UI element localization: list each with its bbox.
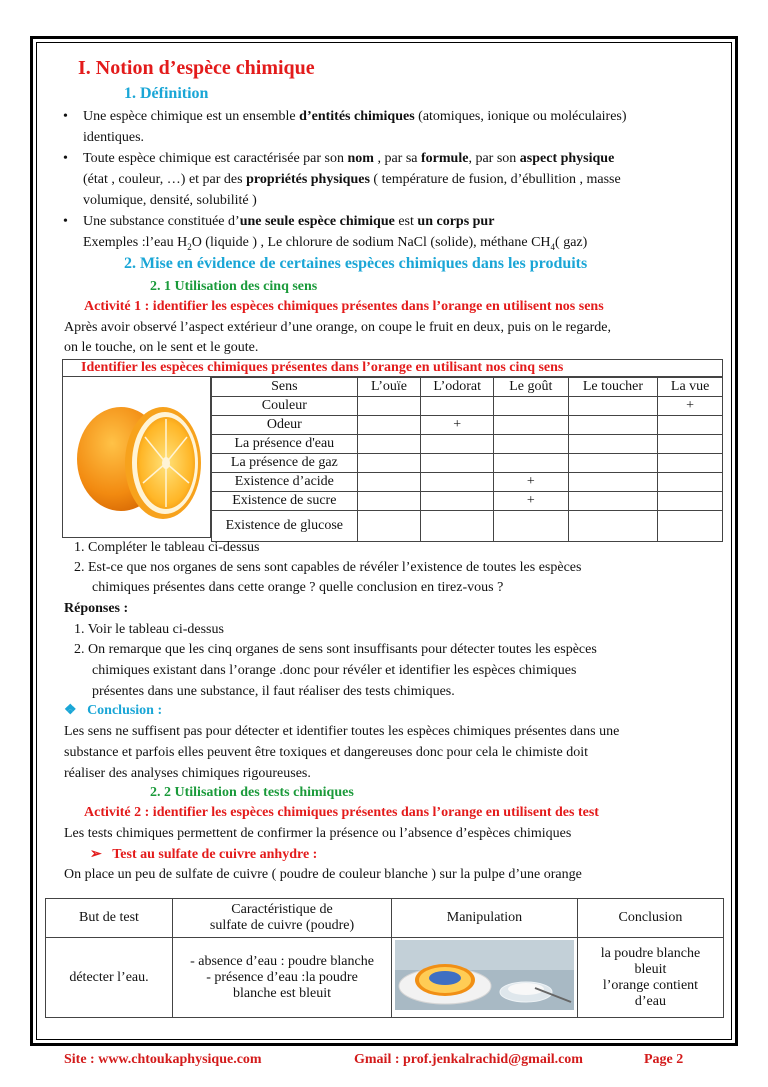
test-table-header	[46, 899, 724, 938]
table-row	[212, 454, 723, 473]
intro2: Les tests chimiques permettent de confirmer la présence ou l’absence d’espèces chimiques	[64, 826, 572, 841]
table-cell	[568, 511, 658, 542]
table-cell	[357, 492, 421, 511]
table-cell	[658, 416, 723, 435]
table-cell	[494, 435, 569, 454]
sens-table-title-box	[62, 359, 723, 377]
table-cell	[568, 473, 658, 492]
bullet-3: • Une substance constituée d’une seule espèce chimique est un corps pur	[83, 213, 494, 231]
carac-line3: blanche est bleuit	[233, 985, 331, 1001]
reponse-2-line3: présentes dans une substance, il faut réaliser des tests chimiques.	[92, 684, 455, 699]
table-cell	[568, 397, 658, 416]
reponses-label: Réponses :	[64, 601, 129, 616]
table-cell	[658, 473, 723, 492]
bullet-2: • Toute espèce chimique est caractérisée par son nom , par sa formule, par son aspect physique	[83, 150, 614, 168]
table-cell	[658, 435, 723, 454]
footer-gmail[interactable]: Gmail : prof.jenkalrachid@gmail.com	[354, 1052, 583, 1067]
subsection-2-2: 2. 2 Utilisation des tests chimiques	[150, 785, 354, 800]
table-cell	[494, 397, 569, 416]
header-manip: Manipulation	[392, 899, 578, 938]
conclusion-line2: substance et parfois elles peuvent être toxiques et dangereuses donc pour cela le chimiste doit	[64, 745, 589, 760]
table-cell	[494, 416, 569, 435]
col-vue: La vue	[658, 378, 723, 397]
header-concl: Conclusion	[577, 899, 723, 938]
concl-line4: d’eau	[634, 993, 666, 1009]
table-cell	[568, 435, 658, 454]
copper-sulfate-experiment-image	[395, 940, 574, 1010]
question-2-line1: 2. Est-ce que nos organes de sens sont capables de révéler l’existence de toutes les espèces	[74, 560, 582, 575]
question-1: 1. Compléter le tableau ci-dessus	[74, 540, 260, 555]
col-gout: Le goût	[494, 378, 569, 397]
col-ouie: L’ouïe	[357, 378, 421, 397]
table-row	[212, 397, 723, 416]
concl-line3: l’orange contient	[602, 977, 699, 993]
table-cell	[357, 397, 421, 416]
table-row	[212, 435, 723, 454]
cell-concl	[577, 938, 723, 1018]
conclusion-heading: ❖ Conclusion :	[64, 703, 163, 718]
table-cell	[568, 492, 658, 511]
concl-line2: bleuit	[634, 961, 667, 977]
table-cell	[421, 397, 494, 416]
cell-carac	[172, 938, 391, 1018]
table-cell	[568, 454, 658, 473]
row-label: Odeur	[212, 416, 358, 435]
row-label: Existence d’acide	[212, 473, 358, 492]
table-cell	[357, 416, 421, 435]
row-label: Existence de sucre	[212, 492, 358, 511]
test-heading: ➢ Test au sulfate de cuivre anhydre :	[90, 847, 318, 862]
table-row	[212, 473, 723, 492]
footer-page: Page 2	[644, 1052, 684, 1067]
table-cell	[357, 454, 421, 473]
table-cell	[421, 473, 494, 492]
subsection-2-1: 2. 1 Utilisation des cinq sens	[150, 279, 318, 294]
definition-heading: 1. Définition	[124, 85, 209, 102]
intro1-line2: on le touche, on le sent et le goute.	[64, 340, 259, 355]
conclusion-line3: réaliser des analyses chimiques rigoureuses.	[64, 766, 311, 781]
col-odorat: L’odorat	[421, 378, 494, 397]
table-cell	[421, 511, 494, 542]
cell-but: détecter l’eau.	[46, 938, 173, 1018]
table-cell	[658, 511, 723, 542]
table-row	[46, 938, 724, 1018]
intro1-line1: Après avoir observé l’aspect extérieur d’une orange, on coupe le fruit en deux, puis on le regarde,	[64, 320, 611, 335]
footer-site[interactable]: Site : www.chtoukaphysique.com	[64, 1052, 262, 1067]
table-cell	[658, 492, 723, 511]
col-toucher: Le toucher	[568, 378, 658, 397]
bullet-2-line3: volumique, densité, solubilité )	[83, 193, 257, 208]
bullet-1-line2: identiques.	[83, 130, 145, 145]
table-cell: +	[494, 492, 569, 511]
sens-table	[211, 377, 723, 542]
row-label: La présence de gaz	[212, 454, 358, 473]
table-row	[212, 511, 723, 542]
table-cell	[421, 492, 494, 511]
table-cell: +	[494, 473, 569, 492]
row-label: Existence de glucose	[212, 511, 358, 542]
sens-table-header	[212, 378, 723, 397]
activite-2: Activité 2 : identifier les espèces chimiques présentes dans l’orange en utilisent des test	[84, 805, 599, 820]
table-row	[212, 416, 723, 435]
header-but: But de test	[46, 899, 173, 938]
concl-line1: la poudre blanche	[600, 945, 701, 961]
mise-heading: 2. Mise en évidence de certaines espèces chimiques dans les produits	[124, 255, 588, 272]
arrow-bullet-icon: ➢	[90, 847, 102, 862]
test-table	[45, 898, 724, 1018]
cell-manip	[392, 938, 578, 1018]
sens-table-title: Identifier les espèces chimiques présentes dans l’orange en utilisant nos cinq sens	[81, 360, 564, 375]
header-carac	[172, 899, 391, 938]
test-intro: On place un peu de sulfate de cuivre ( poudre de couleur blanche ) sur la pulpe d’une orange	[64, 867, 582, 882]
exemples-line: Exemples :l’eau $H_2O$ (liquide ) , Le chlorure de sodium NaCl (solide), méthane $CH_4$( gaz)	[83, 235, 588, 252]
section-title: I. Notion d’espèce chimique	[78, 57, 315, 79]
table-cell	[421, 435, 494, 454]
table-row	[212, 492, 723, 511]
conclusion-line1: Les sens ne suffisent pas pour détecter et identifier toutes les espèces chimiques présentes dans une	[64, 724, 620, 739]
question-2-line2: chimiques présentes dans cette orange ? quelle conclusion en tirez-vous ?	[92, 580, 504, 595]
col-sens: Sens	[212, 378, 358, 397]
bullet-2-line2: (état , couleur, …) et par des propriétés physiques ( température de fusion, d’ébullition , masse	[83, 172, 621, 187]
table-cell: +	[421, 416, 494, 435]
row-label: La présence d'eau	[212, 435, 358, 454]
bullet-1: • Une espèce chimique est un ensemble d’entités chimiques (atomiques, ionique ou moléculaires)	[83, 108, 627, 126]
row-label: Couleur	[212, 397, 358, 416]
diamond-bullet-icon: ❖	[64, 703, 77, 718]
table-cell	[494, 511, 569, 542]
table-cell	[357, 473, 421, 492]
table-cell	[421, 454, 494, 473]
reponse-2-line1: 2. On remarque que les cinq organes de sens sont insuffisants pour détecter toutes les espèces	[74, 642, 597, 657]
table-cell	[658, 454, 723, 473]
header-carac-line2: sulfate de cuivre (poudre)	[209, 918, 355, 933]
orange-image	[63, 377, 210, 537]
carac-line2: - présence d’eau :la poudre	[206, 969, 358, 985]
orange-photo-cell	[62, 376, 211, 538]
table-cell	[357, 511, 421, 542]
activite-1: Activité 1 : identifier les espèces chimiques présentes dans l’orange en utilisent nos sens	[84, 299, 604, 314]
table-cell: +	[658, 397, 723, 416]
carac-line1: - absence d’eau : poudre blanche	[190, 953, 374, 969]
table-cell	[357, 435, 421, 454]
reponse-2-line2: chimiques existant dans l’orange .donc pour révéler et identifier les espèces chimiques	[92, 663, 577, 678]
table-cell	[494, 454, 569, 473]
header-carac-line1: Caractéristique de	[231, 902, 333, 917]
table-cell	[568, 416, 658, 435]
reponse-1: 1. Voir le tableau ci-dessus	[74, 622, 224, 637]
